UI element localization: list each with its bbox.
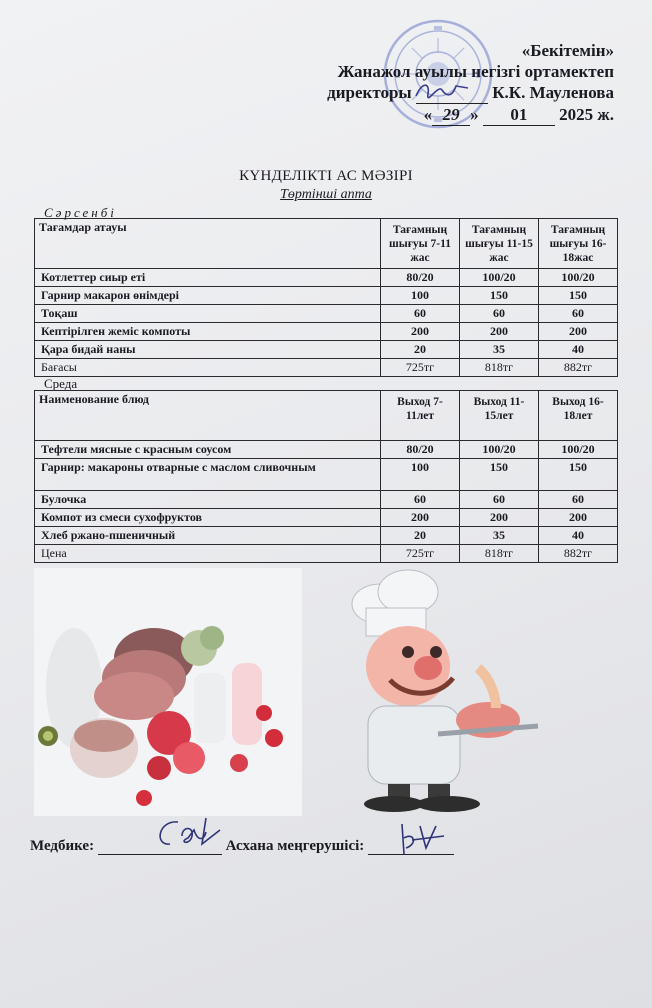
table-row	[35, 323, 618, 341]
price-label: Бағасы	[35, 359, 381, 377]
price-row	[35, 359, 618, 377]
header-age-2: Тағамның шығуы 11-15 жас	[460, 219, 539, 269]
date-month: 01	[483, 104, 555, 126]
director-name: К.К. Мауленова	[492, 83, 614, 102]
portion-2: 100/20	[460, 269, 539, 287]
portion-2: 35	[460, 341, 539, 359]
day-label-ru: Среда	[44, 376, 78, 391]
portion-1: 20	[381, 527, 460, 545]
header-age-3: Тағамның шығуы 16-18жас	[539, 219, 618, 269]
dish-name: Тефтели мясные с красным соусом	[35, 441, 381, 459]
dish-name: Хлеб ржано-пшеничный	[35, 527, 381, 545]
portion-1: 20	[381, 341, 460, 359]
food-illustration	[34, 568, 302, 816]
price-1: 725тг	[381, 359, 460, 377]
header-age-3: Выход 16-18лет	[539, 391, 618, 441]
nurse-label: Медбике:	[30, 838, 95, 854]
table-row	[35, 269, 618, 287]
director-label: директоры	[327, 83, 412, 102]
table-header-row	[35, 219, 618, 269]
portion-1: 80/20	[381, 269, 460, 287]
header-age-1: Тағамның шығуы 7-11 жас	[381, 219, 460, 269]
portion-2: 150	[460, 287, 539, 305]
dish-name: Булочка	[35, 491, 381, 509]
approval-heading: «Бекітемін»	[521, 41, 614, 60]
dish-name: Гарнир макарон өнімдері	[35, 287, 381, 305]
dish-name: Тоқаш	[35, 305, 381, 323]
portion-2: 60	[460, 491, 539, 509]
chef-illustration	[328, 568, 568, 818]
dish-name: Котлеттер сиыр еті	[35, 269, 381, 287]
price-2: 818тг	[460, 359, 539, 377]
portion-3: 150	[539, 287, 618, 305]
portion-2: 150	[460, 459, 539, 491]
portion-1: 200	[381, 323, 460, 341]
canteen-signature	[392, 818, 448, 862]
portion-3: 40	[539, 527, 618, 545]
nurse-signature	[148, 812, 228, 852]
date-year: 2025 ж.	[559, 105, 614, 124]
portion-2: 200	[460, 323, 539, 341]
portion-3: 150	[539, 459, 618, 491]
portion-2: 100/20	[460, 441, 539, 459]
portion-1: 60	[381, 491, 460, 509]
header-age-1: Выход 7-11лет	[381, 391, 460, 441]
price-3: 882тг	[539, 359, 618, 377]
dish-name: Компот из смеси сухофруктов	[35, 509, 381, 527]
dish-name: Гарнир: макароны отварные с маслом сливочным	[35, 459, 381, 491]
day-label-kz: Сәрсенбі	[44, 205, 117, 220]
table-row	[35, 305, 618, 323]
portion-2: 60	[460, 305, 539, 323]
menu-table-ru	[34, 390, 618, 563]
portion-3: 100/20	[539, 441, 618, 459]
price-label: Цена	[35, 545, 381, 563]
portion-3: 100/20	[539, 269, 618, 287]
signatures-footer	[30, 838, 454, 855]
date-day: 29	[432, 104, 470, 126]
portion-2: 200	[460, 509, 539, 527]
portion-3: 200	[539, 323, 618, 341]
portion-3: 60	[539, 491, 618, 509]
table-row	[35, 441, 618, 459]
dish-name: Кептірілген жеміс компоты	[35, 323, 381, 341]
table-row	[35, 491, 618, 509]
table-row	[35, 287, 618, 305]
header-dish: Наименование блюд	[35, 391, 381, 441]
portion-1: 200	[381, 509, 460, 527]
approval-date: « 29 » 01 2025 ж.	[423, 105, 614, 124]
portion-1: 100	[381, 459, 460, 491]
portion-1: 100	[381, 287, 460, 305]
table-row	[35, 459, 618, 491]
table-row	[35, 527, 618, 545]
portion-1: 60	[381, 305, 460, 323]
table-row	[35, 341, 618, 359]
price-2: 818тг	[460, 545, 539, 563]
table-row	[35, 509, 618, 527]
header-age-2: Выход 11-15лет	[460, 391, 539, 441]
portion-3: 40	[539, 341, 618, 359]
menu-table-kz	[34, 218, 618, 377]
school-name: Жанажол ауылы негізгі ортамектеп	[337, 62, 614, 81]
menu-title: КҮНДЕЛІКТІ АС МӘЗІРІ	[239, 168, 413, 184]
header-dish: Тағамдар атауы	[35, 219, 381, 269]
menu-week: Төртінші апта	[280, 187, 372, 202]
dish-name: Қара бидай наны	[35, 341, 381, 359]
portion-2: 35	[460, 527, 539, 545]
canteen-label: Асхана меңгерушісі:	[225, 838, 365, 854]
portion-1: 80/20	[381, 441, 460, 459]
portion-3: 60	[539, 305, 618, 323]
director-signature	[412, 78, 472, 104]
portion-3: 200	[539, 509, 618, 527]
price-row	[35, 545, 618, 563]
price-1: 725тг	[381, 545, 460, 563]
table-header-row	[35, 391, 618, 441]
price-3: 882тг	[539, 545, 618, 563]
